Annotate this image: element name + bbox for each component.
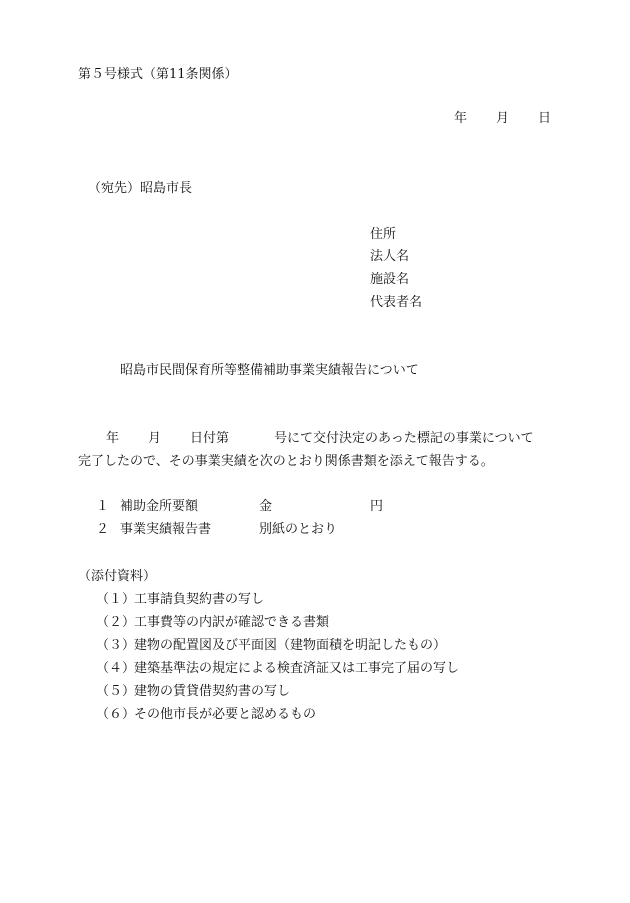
item-label: 補助金所要額 — [120, 499, 199, 514]
attachment-text: 工事請負契約書の写し — [134, 592, 265, 607]
attachment-number: （３） — [96, 638, 136, 653]
attachment-number: （６） — [96, 707, 136, 722]
attachment-number: （５） — [96, 684, 136, 699]
body-year: 年 — [106, 431, 120, 446]
attachment-number: （４） — [96, 661, 136, 676]
body-date-no: 日付第 — [190, 431, 230, 446]
item-number: ２ — [96, 522, 110, 537]
date-year: 年 — [454, 111, 468, 126]
applicant-facility-name-label: 施設名 — [370, 272, 410, 287]
applicant-representative-label: 代表者名 — [370, 295, 423, 310]
form-number: 第５号様式（第11条関係） — [78, 67, 238, 82]
item-value: 別紙のとおり — [259, 522, 338, 537]
document-title: 昭島市民間保育所等整備補助事業実績報告について — [120, 363, 419, 378]
item-unit: 円 — [370, 499, 384, 514]
item-number: １ — [96, 499, 110, 514]
body-line1-rest: 号にて交付決定のあった標記の事業について — [274, 431, 534, 446]
body-line2: 完了したので、その事業実績を次のとおり関係書類を添えて報告する。 — [78, 454, 494, 469]
date-month: 月 — [496, 111, 510, 126]
attachment-text: 工事費等の内訳が確認できる書類 — [134, 615, 330, 630]
attachment-text: その他市長が必要と認めるもの — [134, 707, 317, 722]
addressee: （宛先）昭島市長 — [88, 181, 193, 196]
item-label: 事業実績報告書 — [120, 522, 212, 537]
applicant-corp-name-label: 法人名 — [370, 249, 410, 264]
attachment-text: 建物の配置図及び平面図（建物面積を明記したもの） — [134, 638, 447, 653]
attachment-text: 建物の賃貸借契約書の写し — [134, 684, 291, 699]
attachment-text: 建築基準法の規定による検査済証又は工事完了届の写し — [134, 661, 460, 676]
applicant-address-label: 住所 — [370, 227, 397, 242]
attachments-heading: （添付資料） — [78, 569, 157, 584]
date-day: 日 — [538, 111, 552, 126]
item-value: 金 — [259, 499, 273, 514]
body-month: 月 — [148, 431, 162, 446]
attachment-number: （１） — [96, 592, 136, 607]
attachment-number: （２） — [96, 615, 136, 630]
